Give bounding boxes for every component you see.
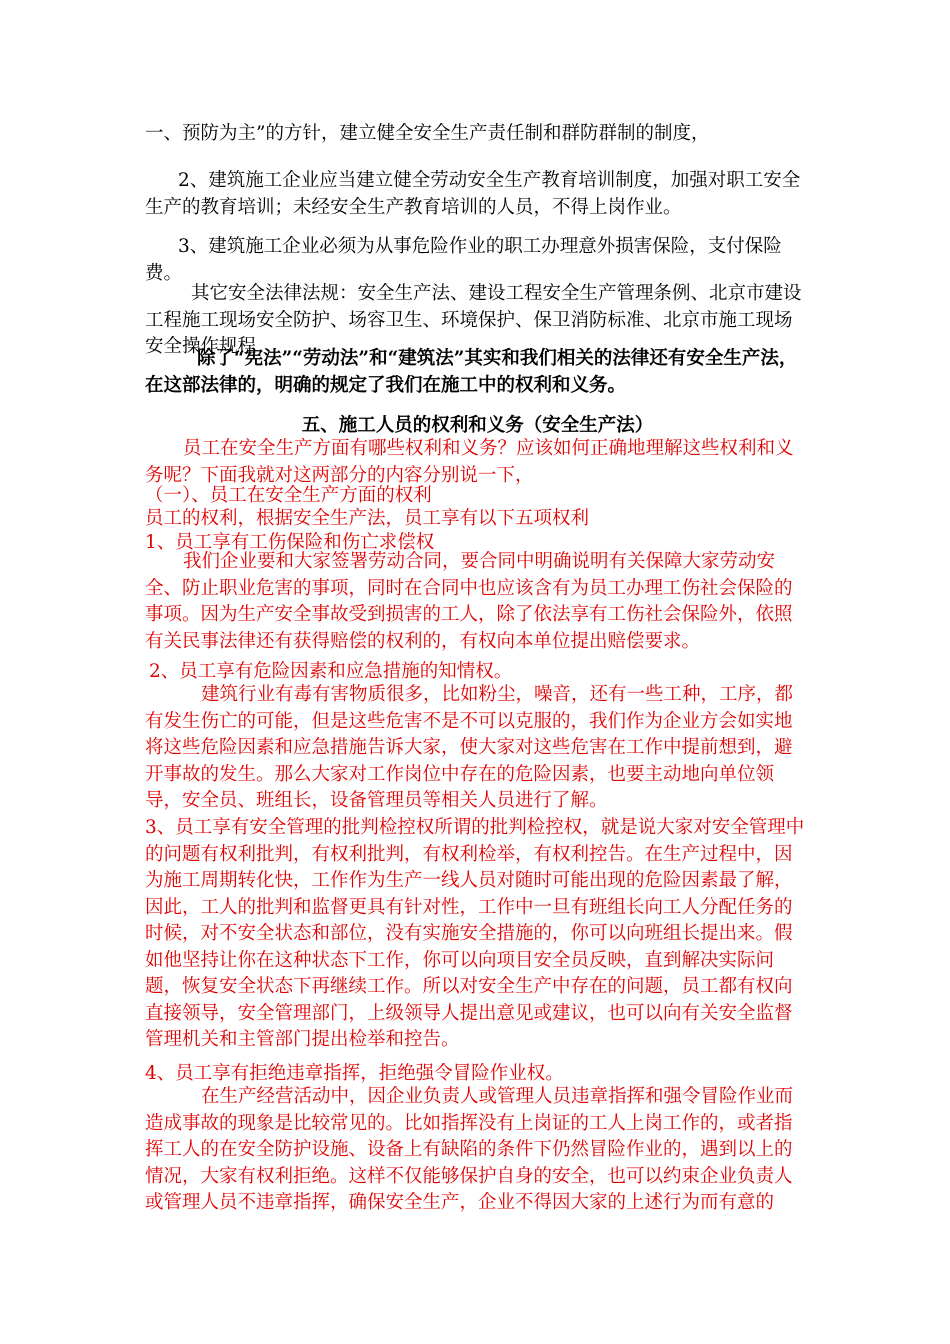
right-3-heading-description: 3、员工享有安全管理的批判检控权所谓的批判检控权，就是说大家对安全管理中的问题有权利批判，有权利批判，有权利检举，有权利控告。在生产过程中，因为施工周期转化快，工作作为生产一线人员对随时可能出现的危险因素最了解，因此，工人的批判和监督更具有针对性，工作中一旦有班组长向工人分配任务的时候，对不安全状态和部位，没有实施安全措施的，你可以向班组长提出来。假如他坚持让你在这种状态下工作，你可以向项目安全员反映，直到解决实际问题，恢复安全状态下再继续工作。所以对安全生产中存在的问题，员工都有权向直接领导，安全管理部门，上级领导人提出意见或建议，也可以向有关安全监督管理机关和主管部门提出检举和控告。 — [145, 817, 805, 1050]
right-1-heading: 1、员工享有工伤保险和伤亡求偿权 — [145, 532, 435, 553]
subheading-employee-rights: （一）、员工在安全生产方面的权利 — [145, 485, 432, 506]
right-4-heading: 4、员工享有拒绝违章指挥，拒绝强令冒险作业权。 — [145, 1063, 564, 1084]
right-2-heading: 2、员工享有危险因素和应急措施的知情权。 — [149, 661, 513, 682]
paragraph-rights-duties-question: 员工在安全生产方面有哪些权利和义务？应该如何正确地理解这些权利和义务呢？下面我就对这两部分的内容分别说一下， — [145, 438, 794, 486]
right-2-description: 建筑行业有毒有害物质很多，比如粉尘，噪音，还有一些工种，工序，都有发生伤亡的可能，但是这些危害不是不可以克服的，我们作为企业方会如实地将这些危险因素和应急措施告诉大家，使大家对这些危害在工作中提前想到，避开事故的发生。那么大家对工作岗位中存在的危险因素，也要主动地向单位领导，安全员、班组长，设备管理员等相关人员进行了解。 — [145, 684, 794, 811]
paragraph-prevention-principle: 一、预防为主”的方针，建立健全安全生产责任制和群防群制的制度， — [145, 123, 710, 144]
right-4-description: 在生产经营活动中，因企业负责人或管理人员违章指挥和强令冒险作业而造成事故的现象是比较常见的。比如指挥没有上岗证的工人上岗工作的，或者指挥工人的在安全防护设施、设备上有缺陷的条件下仍然冒险作业的，遇到以上的情况，大家有权利拒绝。这样不仅能够保护自身的安全，也可以约束企业负责人或管理人员不违章指挥，确保安全生产，企业不得因大家的上述行为而有意的 — [145, 1086, 794, 1213]
right-1-description: 我们企业要和大家签署劳动合同，要合同中明确说明有关保障大家劳动安全、防止职业危害的事项，同时在合同中也应该含有为员工办理工伤社会保险的事项。因为生产安全事故受到损害的工人，除了依法享有工伤社会保险外，依照有关民事法律还有获得赔偿的权利的，有权向本单位提出赔偿要求。 — [145, 551, 793, 652]
paragraph-five-rights: 员工的权利，根据安全生产法，员工享有以下五项权利 — [145, 508, 590, 529]
paragraph-other-regulations: 其它安全法律法规：安全生产法、建设工程安全生产管理条例、北京市建设工程施工现场安全防护、场容卫生、环境保护、保卫消防标准、北京市施工现场安全操作规程 — [145, 283, 802, 357]
paragraph-training-system: 2、建筑施工企业应当建立健全劳动安全生产教育培训制度，加强对职工安全生产的教育培训；未经安全生产教育培训的人员，不得上岗作业。 — [145, 170, 801, 218]
section-heading-rights-duties: 五、施工人员的权利和义务（安全生产法） — [301, 415, 654, 436]
paragraph-accident-insurance: 3、建筑施工企业必须为从事危险作业的职工办理意外损害保险，支付保险费。 — [145, 236, 782, 284]
paragraph-safety-law-intro: 除了“宪法”“劳动法”和“建筑法”其实和我们相关的法律还有安全生产法，在这部法律的，明确的规定了我们在施工中的权利和义务。 — [145, 348, 798, 396]
